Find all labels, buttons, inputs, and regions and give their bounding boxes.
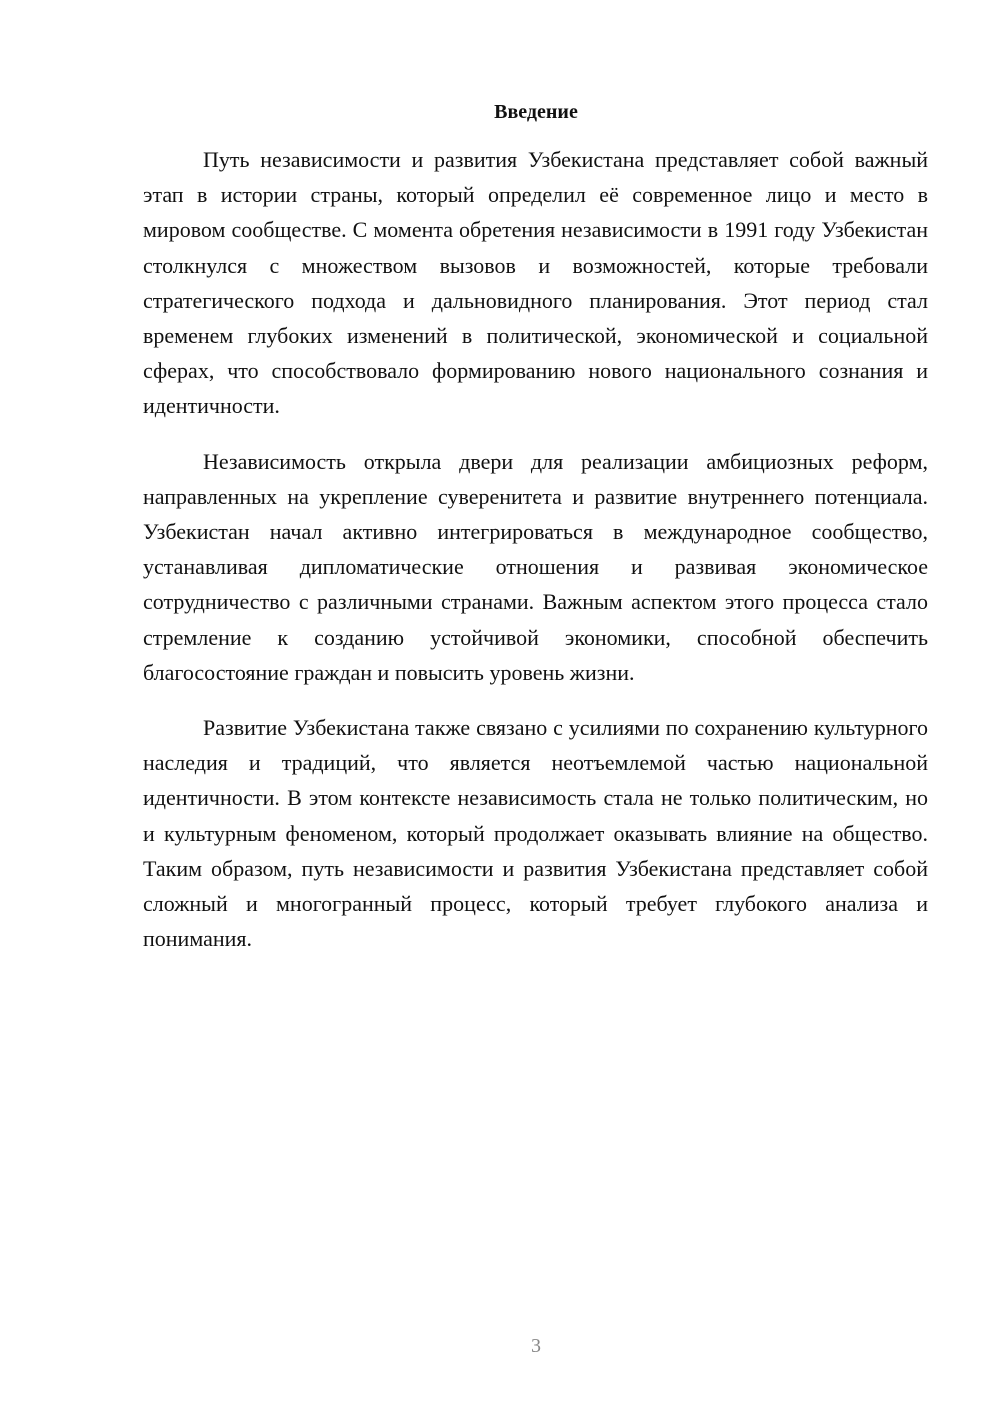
paragraph-2: Независимость открыла двери для реализации амбициозных реформ, направленных на укрепление суверенитета и развитие внутреннего потенциала. Узбекистан начал активно интегрироваться в международное сообщество, устанавливая дипломатические отношения и развивая экономическое сотрудничество с различными странами. Важным аспектом этого процесса стало стремление к созданию устойчивой экономики, способной обеспечить благосостояние граждан и повысить уровень жизни.: [143, 448, 928, 685]
page-number: 3: [531, 1335, 541, 1357]
paragraph-1: Путь независимости и развития Узбекистана представляет собой важный этап в истории страны, который определил её современное лицо и место в мировом сообществе. С момента обретения независимости в 1991 году Узбекистан столкнулся с множеством вызовов и возможностей, которые требовали стратегического подхода и дальновидного планирования. Этот период стал временем глубоких изменений в политической, экономической и социальной сферах, что способствовало формированию нового национального сознания и идентичности.: [143, 147, 928, 419]
paragraph-3: Развитие Узбекистана также связано с усилиями по сохранению культурного наследия и традиций, что является неотъемлемой частью национальной идентичности. В этом контексте независимость стала не только политическим, но и культурным феноменом, который продолжает оказывать влияние на общество. Таким образом, путь независимости и развития Узбекистана представляет собой сложный и многогранный процесс, который требует глубокого анализа и понимания.: [143, 715, 928, 952]
section-title: Введение: [494, 101, 578, 123]
body-text: [143, 142, 928, 976]
